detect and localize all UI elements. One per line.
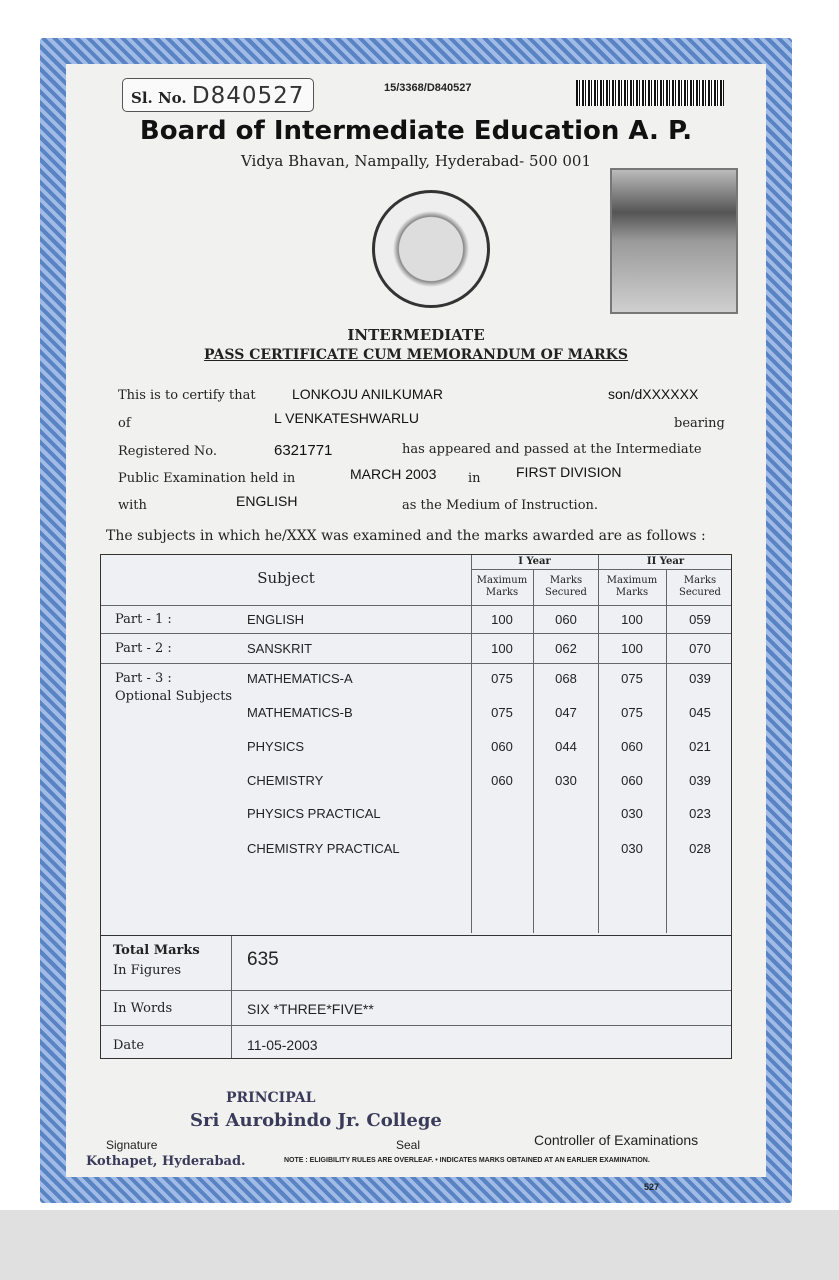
year1-max-header: Maximum Marks (476, 575, 528, 598)
marks-y2: 039 (689, 773, 711, 788)
reg-number: 6321771 (274, 442, 333, 459)
parent-name: L VENKATESHWARLU (274, 410, 419, 426)
marks-y2max: 100 (621, 641, 643, 656)
marks-y1: 068 (555, 671, 577, 686)
marks-part: Part - 2 : (115, 641, 172, 656)
principal-stamp: PRINCIPAL (226, 1090, 316, 1106)
certify-label: This is to certify that (118, 388, 256, 403)
subject-header: Subject (257, 569, 315, 587)
marks-y1: 047 (555, 705, 577, 720)
board-address: Vidya Bhavan, Nampally, Hyderabad- 500 001 (240, 152, 591, 170)
controller-label: Controller of Examinations (534, 1132, 699, 1148)
relation: son/dXXXXXX (608, 386, 699, 402)
marks-y1max: 100 (491, 612, 513, 627)
page-number: 527 (644, 1182, 660, 1192)
total-label: Total Marks (113, 943, 200, 958)
board-title: Board of Intermediate Education A. P. (139, 116, 693, 146)
figures-label: In Figures (113, 963, 182, 978)
heading-intermediate: INTERMEDIATE (347, 326, 485, 344)
marks-y2: 070 (689, 641, 711, 656)
optional-subjects-label: Optional Subjects (115, 689, 233, 704)
certificate-content (66, 64, 766, 1177)
total-words: SIX *THREE*FIVE** (247, 1001, 374, 1017)
date-label: Date (113, 1038, 145, 1053)
serial-label: Sl. No. (131, 89, 187, 107)
year2-header: II Year (646, 556, 685, 567)
marks-subject: MATHEMATICS-A (247, 671, 353, 686)
serial-number: D840527 (191, 83, 305, 109)
bearing-label: bearing (674, 416, 725, 431)
marks-y1: 060 (555, 612, 577, 627)
division: FIRST DIVISION (516, 464, 622, 480)
marks-y1max: 075 (491, 705, 513, 720)
medium: ENGLISH (236, 493, 298, 509)
marks-y2: 021 (689, 739, 711, 754)
college-place-stamp: Kothapet, Hyderabad. (86, 1154, 246, 1169)
marks-subject: CHEMISTRY (247, 773, 324, 788)
words-label: In Words (113, 1001, 173, 1016)
marks-y1: 030 (555, 773, 577, 788)
marks-y1: 044 (555, 739, 577, 754)
marks-y2max: 030 (621, 841, 643, 856)
medium-label: as the Medium of Instruction. (402, 498, 599, 513)
barcode (576, 80, 724, 106)
marks-subject: PHYSICS PRACTICAL (247, 806, 381, 821)
college-stamp: Sri Aurobindo Jr. College (190, 1110, 442, 1131)
marks-y2max: 030 (621, 806, 643, 821)
date-value: 11-05-2003 (247, 1037, 318, 1053)
year2-secured-header: Marks Secured (679, 575, 721, 598)
marks-subject: SANSKRIT (247, 641, 313, 656)
marks-y2: 059 (689, 612, 711, 627)
marks-subject: ENGLISH (247, 612, 305, 627)
marks-y1max: 100 (491, 641, 513, 656)
certificate-paper (66, 64, 766, 1177)
marks-y1max: 075 (491, 671, 513, 686)
serial-number-box (122, 78, 314, 112)
marks-table (100, 554, 732, 1059)
signature-label: Signature (106, 1138, 158, 1152)
marks-y2: 023 (689, 806, 711, 821)
marks-part: Part - 3 : (115, 671, 172, 686)
board-emblem-icon (372, 190, 490, 308)
eligibility-note: NOTE : ELIGIBILITY RULES ARE OVERLEAF. • INDICATES MARKS OBTAINED AT AN EARLIER EXAMINATION. (284, 1157, 650, 1164)
reg-label: Registered No. (118, 444, 218, 459)
of-label: of (118, 416, 131, 431)
marks-y1max: 060 (491, 773, 513, 788)
seal-label: Seal (396, 1138, 421, 1152)
marks-y1max: 060 (491, 739, 513, 754)
marks-subject: MATHEMATICS-B (247, 705, 353, 720)
marks-y2max: 075 (621, 705, 643, 720)
in-label: in (468, 471, 481, 486)
marks-part: Part - 1 : (115, 612, 172, 627)
marks-y2: 028 (689, 841, 711, 856)
heading-certificate: PASS CERTIFICATE CUM MEMORANDUM OF MARKS (204, 347, 628, 363)
marks-y2max: 060 (621, 739, 643, 754)
marks-y1: 062 (555, 641, 577, 656)
marks-y2max: 100 (621, 612, 643, 627)
student-photo (610, 168, 738, 314)
marks-y2: 045 (689, 705, 711, 720)
passed-text: has appeared and passed at the Intermediate (402, 442, 702, 457)
marks-subject: CHEMISTRY PRACTICAL (247, 841, 400, 856)
marks-subject: PHYSICS (247, 739, 305, 754)
exam-session: MARCH 2003 (350, 466, 437, 482)
with-label: with (118, 498, 147, 513)
year1-secured-header: Marks Secured (545, 575, 587, 598)
screen-bottom-band (0, 1210, 839, 1280)
marks-y2: 039 (689, 671, 711, 686)
year1-header: I Year (518, 556, 551, 567)
student-name: LONKOJU ANILKUMAR (292, 386, 443, 402)
subjects-intro: The subjects in which he/XXX was examined and the marks awarded are as follows : (106, 528, 706, 544)
reference-number: 15/3368/D840527 (384, 82, 472, 94)
certificate (40, 38, 792, 1203)
marks-y2max: 060 (621, 773, 643, 788)
exam-label: Public Examination held in (118, 471, 296, 486)
year2-max-header: Maximum Marks (606, 575, 658, 598)
marks-y2max: 075 (621, 671, 643, 686)
total-figures: 635 (247, 949, 279, 970)
